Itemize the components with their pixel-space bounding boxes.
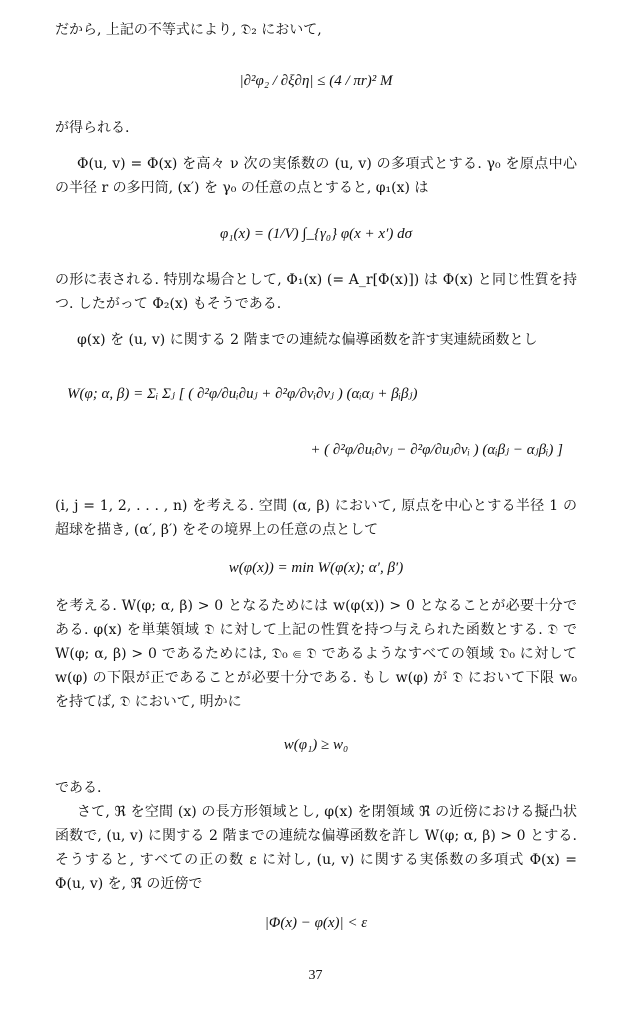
equation-lower-bound: w(φ₁) ≥ w₀ [283,737,349,753]
equation-minimum: w(φ(x)) = min W(φ(x); α′, β′) [228,560,404,576]
paragraph-2: が得られる. [55,120,130,136]
equation-hermitian-form [55,366,577,486]
paragraph-3: Φ(u, v) = Φ(x) を高々 ν 次の実係数の (u, v) の多項式とする. γ₀ を原点中心の半径 r の多円筒, (x′) を γ₀ の任意の点とすると, φ₁(x) は [55,156,577,196]
equation-inequality: |∂²φ₂ / ∂ξ∂η| ≤ (4 / πr)² M [239,73,393,89]
equation-hermitian-form-line-2: + ( ∂²φ/∂uᵢ∂vⱼ − ∂²φ/∂uⱼ∂vᵢ ) (αᵢβⱼ − αⱼβᵢ) ] [310,442,563,458]
paragraph-7: を考える. W(φ; α, β) > 0 となるためには w(φ(x)) > 0 となることが必要十分である. φ(x) を単葉領域 𝔇 に対して上記の性質を持つ与えられた函数とする. 𝔇 で W(φ; α, β) > 0 であるためには, 𝔇₀ ⋐ 𝔇 であるようなすべての領域 𝔇₀ に対して w(φ) の下限が正であることが必要十分である. もし w(φ) が 𝔇 において下限 w₀ を持てば, 𝔇 において, 明かに [55,598,577,710]
paragraph-5: φ(x) を (u, v) に関する 2 階までの連続な偏導函数を許す実連続函数とし [77,332,538,348]
paragraph-1: だから, 上記の不等式により, 𝔇₂ において, [55,22,322,38]
equation-approximation: |Φ(x) − φ(x)| < ε [264,915,368,931]
equation-mean-value: φ₁(x) = (1/V) ∫_{γ₀} φ(x + x′) dσ [220,226,412,242]
paragraph-9: さて, ℜ を空間 (x) の長方形領域とし, φ(x) を閉領域 ℜ̄ の近傍における擬凸状函数で, (u, v) に関する 2 階までの連続な偏導函数を許し W(φ; α, β) > 0 とする. そうすると, すべての正の数 ε に対し, (u, v) に関する実係数の多項式 Φ(x) = Φ(u, v) を, ℜ̄ の近傍で [55,804,577,892]
paragraph-8: である. [55,780,102,796]
document-page [55,18,577,946]
page-number: 37 [308,968,323,983]
equation-hermitian-form-line-1: W(φ; α, β) = Σᵢ Σⱼ [ ( ∂²φ/∂uᵢ∂uⱼ + ∂²φ/∂vᵢ∂vⱼ ) (αᵢαⱼ + βᵢβⱼ) [67,386,418,402]
paragraph-4: の形に表される. 特別な場合として, Φ₁(x) (= A_r[Φ(x)]) は Φ(x) と同じ性質を持つ. したがって Φ₂(x) もそうである. [55,272,577,312]
paragraph-6: (i, j = 1, 2, . . . , n) を考える. 空間 (α, β) において, 原点を中心とする半径 1 の超球を描き, (α′, β′) をその境界上の任意の点として [55,498,577,538]
